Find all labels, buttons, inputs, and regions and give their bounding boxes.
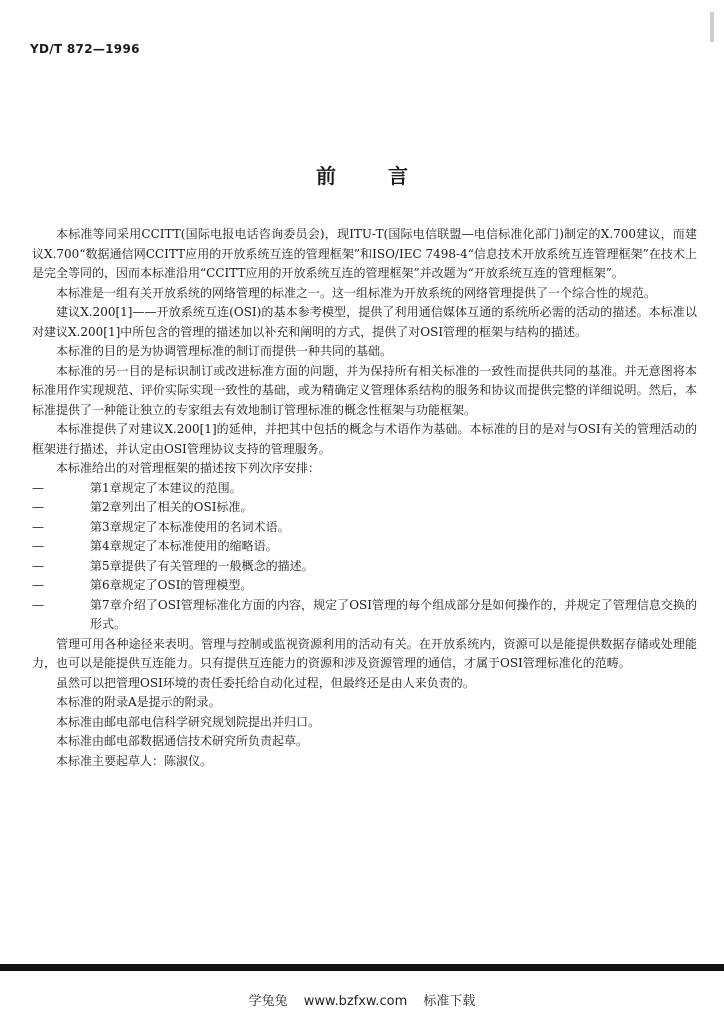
list-item xyxy=(32,518,697,538)
closing-paragraph-3: 本标准的附录A是提示的附录。 xyxy=(56,695,221,709)
foreword-body xyxy=(32,225,697,771)
list-dash: — xyxy=(32,539,44,553)
paragraph-2: 本标准是一组有关开放系统的网络管理的标准之一。这一组标准为开放系统的网络管理提供了一个综合性的规范。 xyxy=(56,285,657,300)
list-dash: — xyxy=(32,500,44,514)
scan-edge-mark xyxy=(710,12,714,42)
list-item xyxy=(32,557,697,577)
paragraph-3: 建议X.200[1]——开放系统互连(OSI)的基本参考模型，提供了利用通信媒体互通的系统所必需的活动的描述。本标准以对建议X.200[1]中所包含的管理的描述加以补充和阐明的方式，提供了对OSI管理的框架与结构的描述。 xyxy=(32,305,697,339)
paragraph-1: 本标准等同采用CCITT(国际电报电话咨询委员会)，现ITU-T(国际电信联盟—电信标准化部门)制定的X.700建议，而建议X.700“数据通信网CCITT应用的开放系统互连的管理框架”和ISO/IEC 7498-4“信息技术开放系统互连管理框架”在技术上是完全等同的，因而本标准沿用“CCITT应用的开放系统互连的管理框架”并改题为“开放系统互连的管理框架”。 xyxy=(32,227,697,280)
bottom-divider xyxy=(0,964,724,971)
list-item-text: 第5章提供了有关管理的一般概念的描述。 xyxy=(90,558,314,573)
closing-paragraph-4: 本标准由邮电部电信科学研究规划院提出并归口。 xyxy=(56,714,321,729)
closing-paragraph-2: 虽然可以把管理OSI环境的责任委托给自动化过程，但最终还是由人来负责的。 xyxy=(56,675,475,690)
list-item xyxy=(32,576,697,596)
list-item-text: 第3章规定了本标准使用的名词术语。 xyxy=(90,519,290,534)
closing-paragraph-5: 本标准由邮电部数据通信技术研究所负责起草。 xyxy=(56,734,309,748)
paragraph-6: 本标准提供了对建议X.200[1]的延伸，并把其中包括的概念与术语作为基础。本标准的目的是对与OSI有关的管理活动的框架进行描述，并认定由OSI管理协议支持的管理服务。 xyxy=(32,422,697,456)
page-title: 前言 xyxy=(316,164,460,188)
list-item xyxy=(32,596,697,635)
paragraph-7: 本标准给出的对管理框架的描述按下列次序安排： xyxy=(56,461,321,475)
list-dash: — xyxy=(32,519,44,534)
list-dash: — xyxy=(32,480,44,495)
paragraph-5: 本标准的另一目的是标识制订或改进标准方面的问题，并为保持所有相关标准的一致性而提供共同的基准。并无意图将本标准用作实现规范、评价实际实现一致性的基础，或为精确定义管理体系结构的服务和协议而提供完整的详细说明。然后，本标准提供了一种能让独立的专家组去有效地制订管理标准的概念性框架与功能框架。 xyxy=(32,363,697,417)
list-item-text: 第7章介绍了OSI管理标准化方面的内容，规定了OSI管理的每个组成部分是如何操作的，并规定了管理信息交换的形式。 xyxy=(90,597,697,631)
chapter-list xyxy=(32,479,697,635)
footer-banner xyxy=(0,990,724,1009)
list-dash: — xyxy=(32,558,44,573)
standard-code: YD/T 872—1996 xyxy=(30,42,140,56)
list-item xyxy=(32,498,697,518)
list-item-text: 第1章规定了本建议的范围。 xyxy=(90,480,242,495)
closing-paragraph-1: 管理可用各种途径来表明。管理与控制或监视资源利用的活动有关。在开放系统内，资源可以是能提供数据存储或处理能力，也可以是能提供互连能力。只有提供互连能力的资源和涉及资源管理的通信，才属于OSI管理标准化的范畴。 xyxy=(32,636,697,670)
list-item xyxy=(32,479,697,499)
list-item-text: 第6章规定了OSI的管理模型。 xyxy=(90,578,253,592)
list-dash: — xyxy=(32,597,44,612)
list-item-text: 第4章规定了本标准使用的缩略语。 xyxy=(90,539,278,553)
list-item-text: 第2章列出了相关的OSI标准。 xyxy=(90,500,253,514)
footer-site-name: 学兔兔 xyxy=(248,994,288,1009)
list-item xyxy=(32,537,697,557)
paragraph-4: 本标准的目的是为协调管理标准的制订而提供一种共同的基础。 xyxy=(56,344,393,358)
footer-slogan: 标准下载 xyxy=(423,994,476,1009)
footer-url-link[interactable]: www.bzfxw.com xyxy=(303,994,408,1009)
closing-paragraph-6: 本标准主要起草人：陈淑仪。 xyxy=(56,753,213,768)
list-dash: — xyxy=(32,578,44,592)
